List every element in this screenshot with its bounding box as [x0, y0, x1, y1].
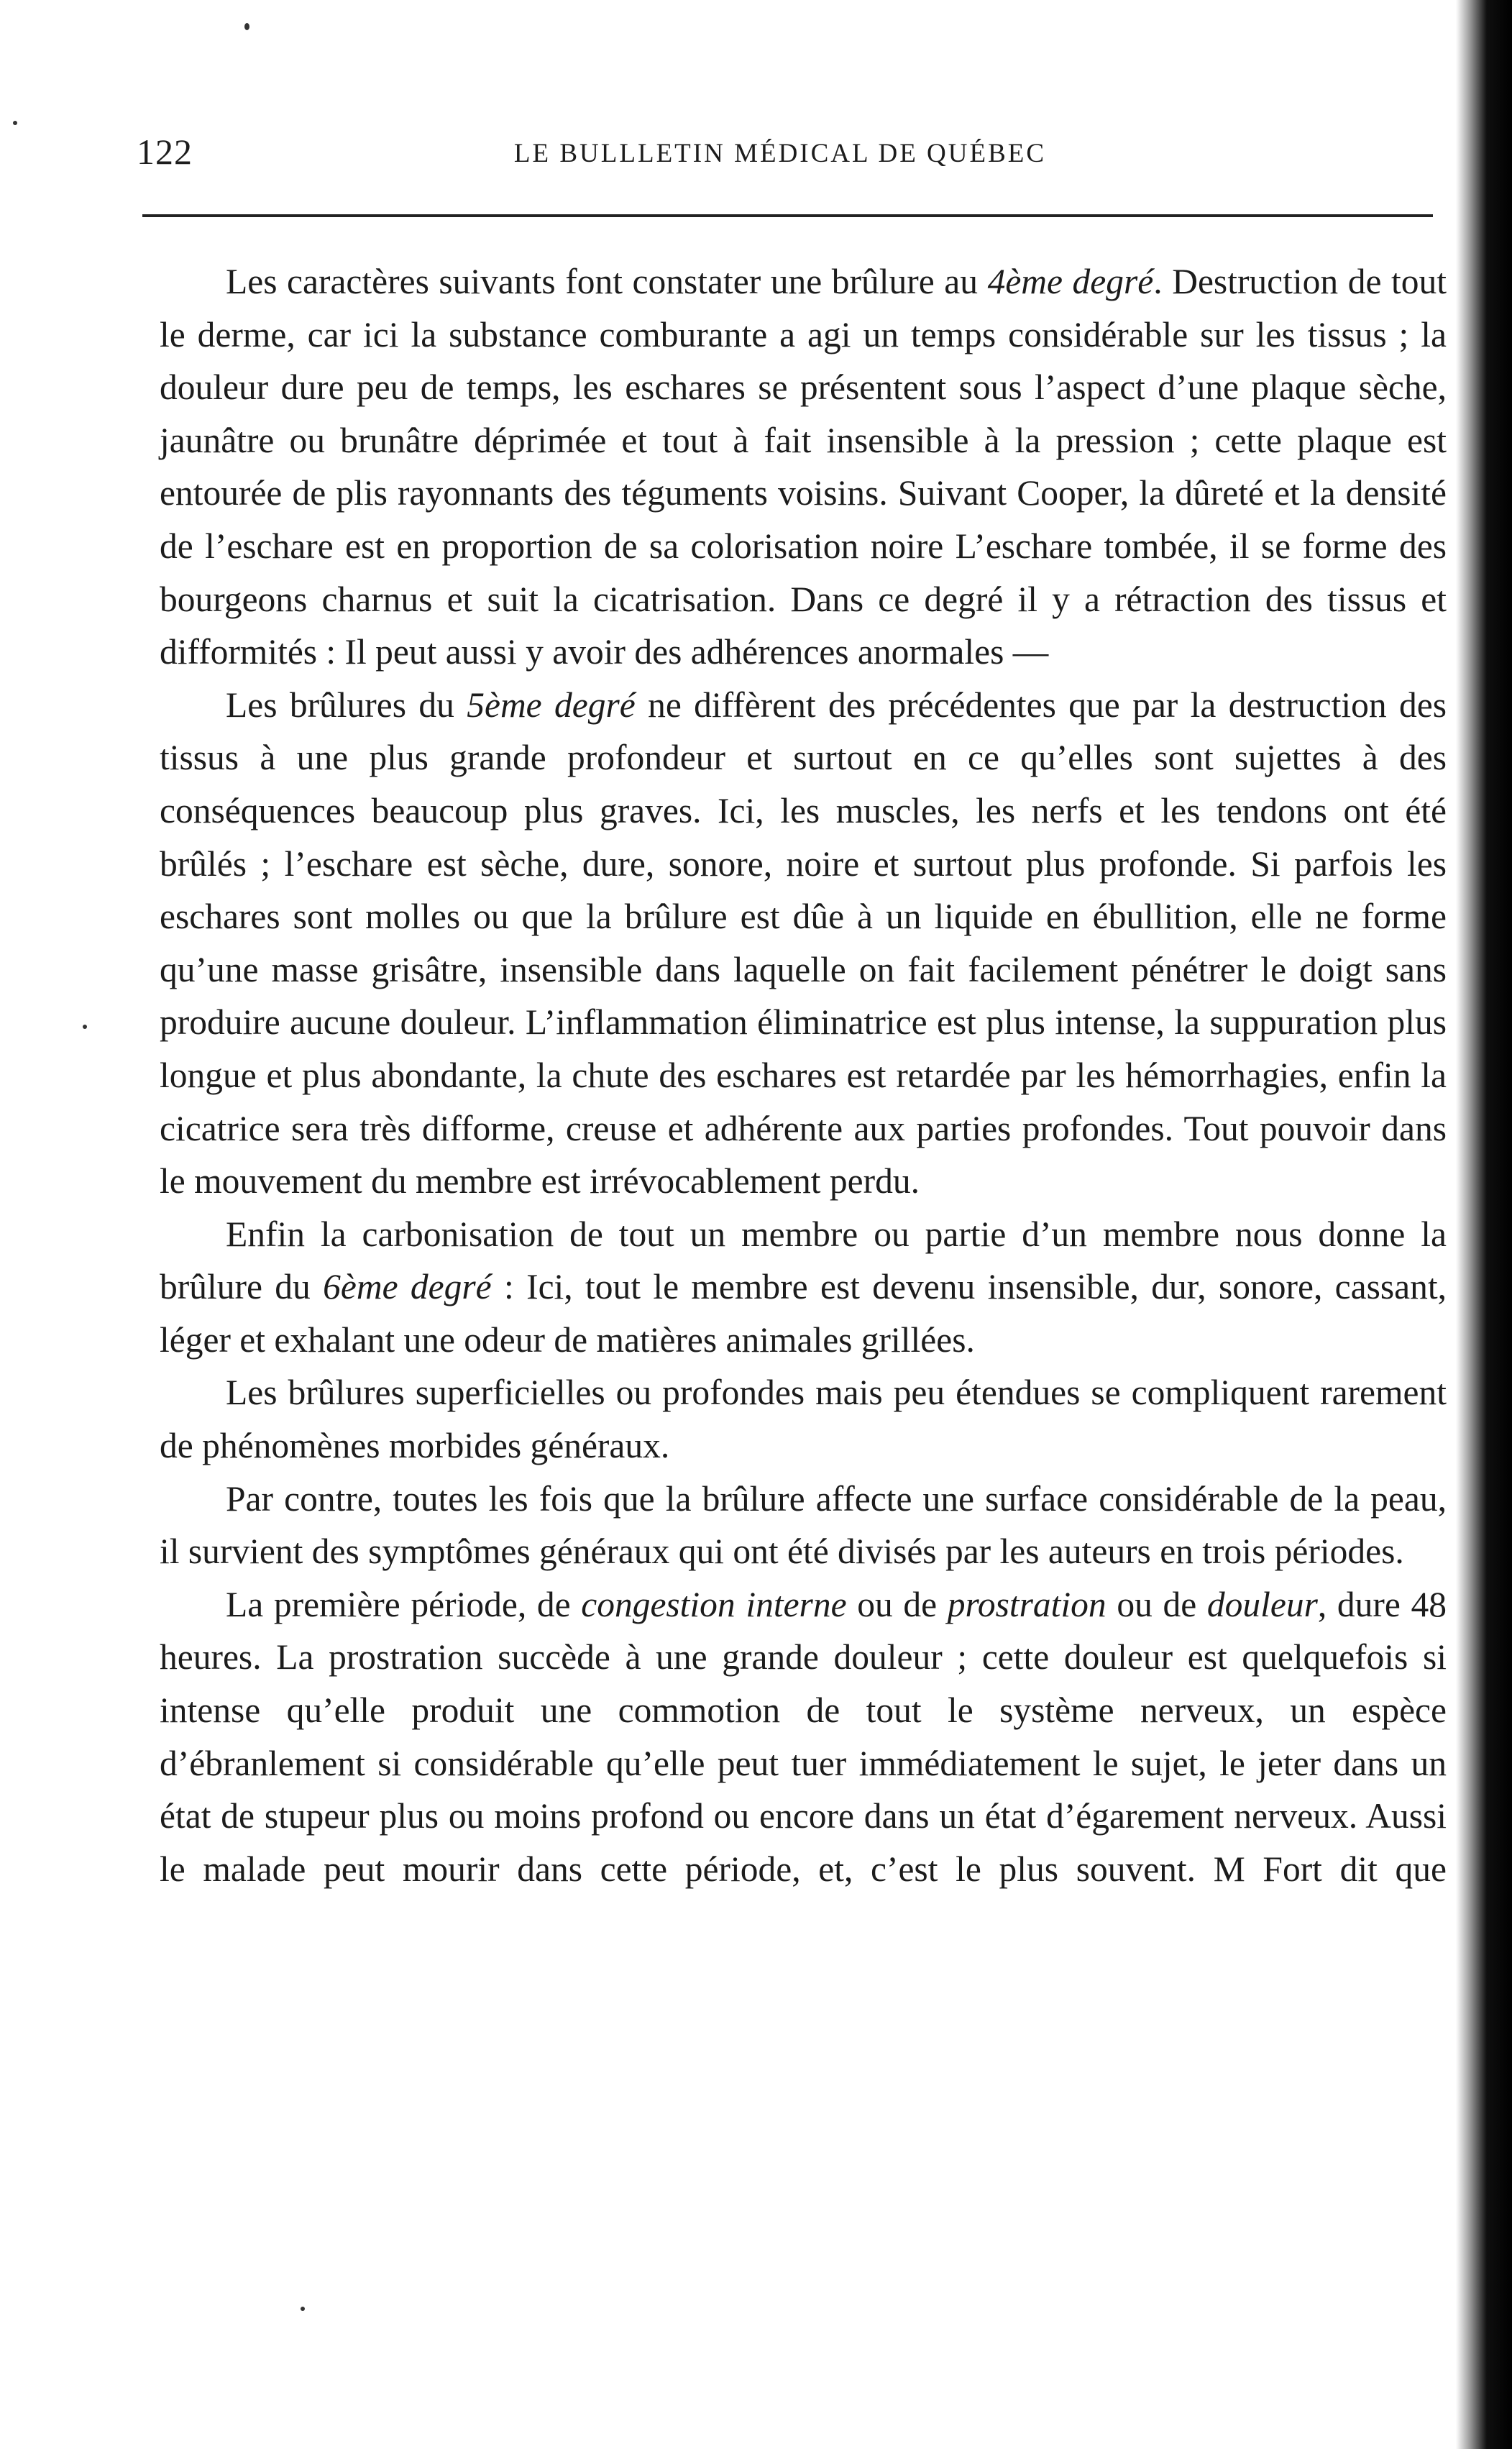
paragraph-fourth-degree: Les caractères suivants font constater une brûlure au 4ème degré. Destruction de tout le derme, car ici la substance comburante a agi un temps considérable sur les tissus ; la douleur dure peu de temps, les eschares se présentent sous l’aspect d’une plaque sèche, jaunâtre ou brunâtre déprimée et tout à fait insensible à la pression ; cette plaque est entourée de plis rayonnants des téguments voisins. Suivant Cooper, la dûreté et la densité de l’eschare est en proportion de sa colorisation noire L’eschare tombée, il se forme des bourgeons charnus et suit la cicatrisation. Dans ce degré il y a rétraction des tissus et difformités : Il peut aussi y avoir des adhérences anormales — [160, 262, 1447, 672]
paragraph-first-period: La première période, de congestion interne ou de prostration ou de douleur, dure 48 heures. La prostration succède à une grande douleur ; cette douleur est quelquefois si intense qu’elle produit une commotion de tout le système nerveux, un espèce d’ébranlement si considérable qu’elle peut tuer immédiatement le sujet, le jeter dans un état de stupeur plus ou moins profond ou encore dans un état d’égarement nerveux. Aussi le malade peut mourir dans cette période, et, c’est le plus souvent. M Fort dit que [160, 1584, 1447, 1889]
print-speck [301, 2307, 305, 2311]
header-rule [142, 214, 1433, 217]
paragraph-superficial-burns: Les brûlures superficielles ou profondes mais peu étendues se compliquent rarement de phénomènes morbides généraux. [160, 1373, 1447, 1466]
paragraph-sixth-degree: Enfin la carbonisation de tout un membre ou partie d’un membre nous donne la brûlure du 6ème degré : Ici, tout le membre est devenu insensible, dur, sonore, cassant, léger et exhalant une odeur de matières animales grillées. [160, 1214, 1447, 1360]
paragraph-fifth-degree: Les brûlures du 5ème degré ne diffèrent des précédentes que par la destruction des tissus à une plus grande profondeur et surtout en ce qu’elles sont sujettes à des conséquences beaucoup plus graves. Ici, les muscles, les nerfs et les tendons ont été brûlés ; l’eschare est sèche, dure, sonore, noire et surtout plus profonde. Si parfois les eschares sont molles ou que la brûlure est dûe à un liquide en ébullition, elle ne forme qu’une masse grisâtre, insensible dans laquelle on fait facilement pénétrer le doigt sans produire aucune douleur. L’inflammation éliminatrice est plus intense, la suppuration plus longue et plus abondante, la chute des eschares est retardée par les hémorrhagies, enfin la cicatrice sera très difforme, creuse et adhérente aux parties profondes. Tout pouvoir dans le mouvement du membre est irrévocablement perdu. [160, 685, 1447, 1201]
print-speck [13, 121, 17, 125]
page-number: 122 [137, 132, 193, 172]
print-speck [244, 23, 249, 30]
body-text [160, 255, 1447, 1895]
page-edge-shadow [1456, 0, 1512, 2449]
running-title: LE BULLLETIN MÉDICAL DE QUÉBEC [513, 139, 1047, 168]
page-header [137, 131, 1424, 188]
paragraph-general-symptoms: Par contre, toutes les fois que la brûlure affecte une surface considérable de la peau, il survient des symptômes généraux qui ont été divisés par les auteurs en trois périodes. [160, 1478, 1447, 1572]
print-speck [83, 1025, 87, 1029]
